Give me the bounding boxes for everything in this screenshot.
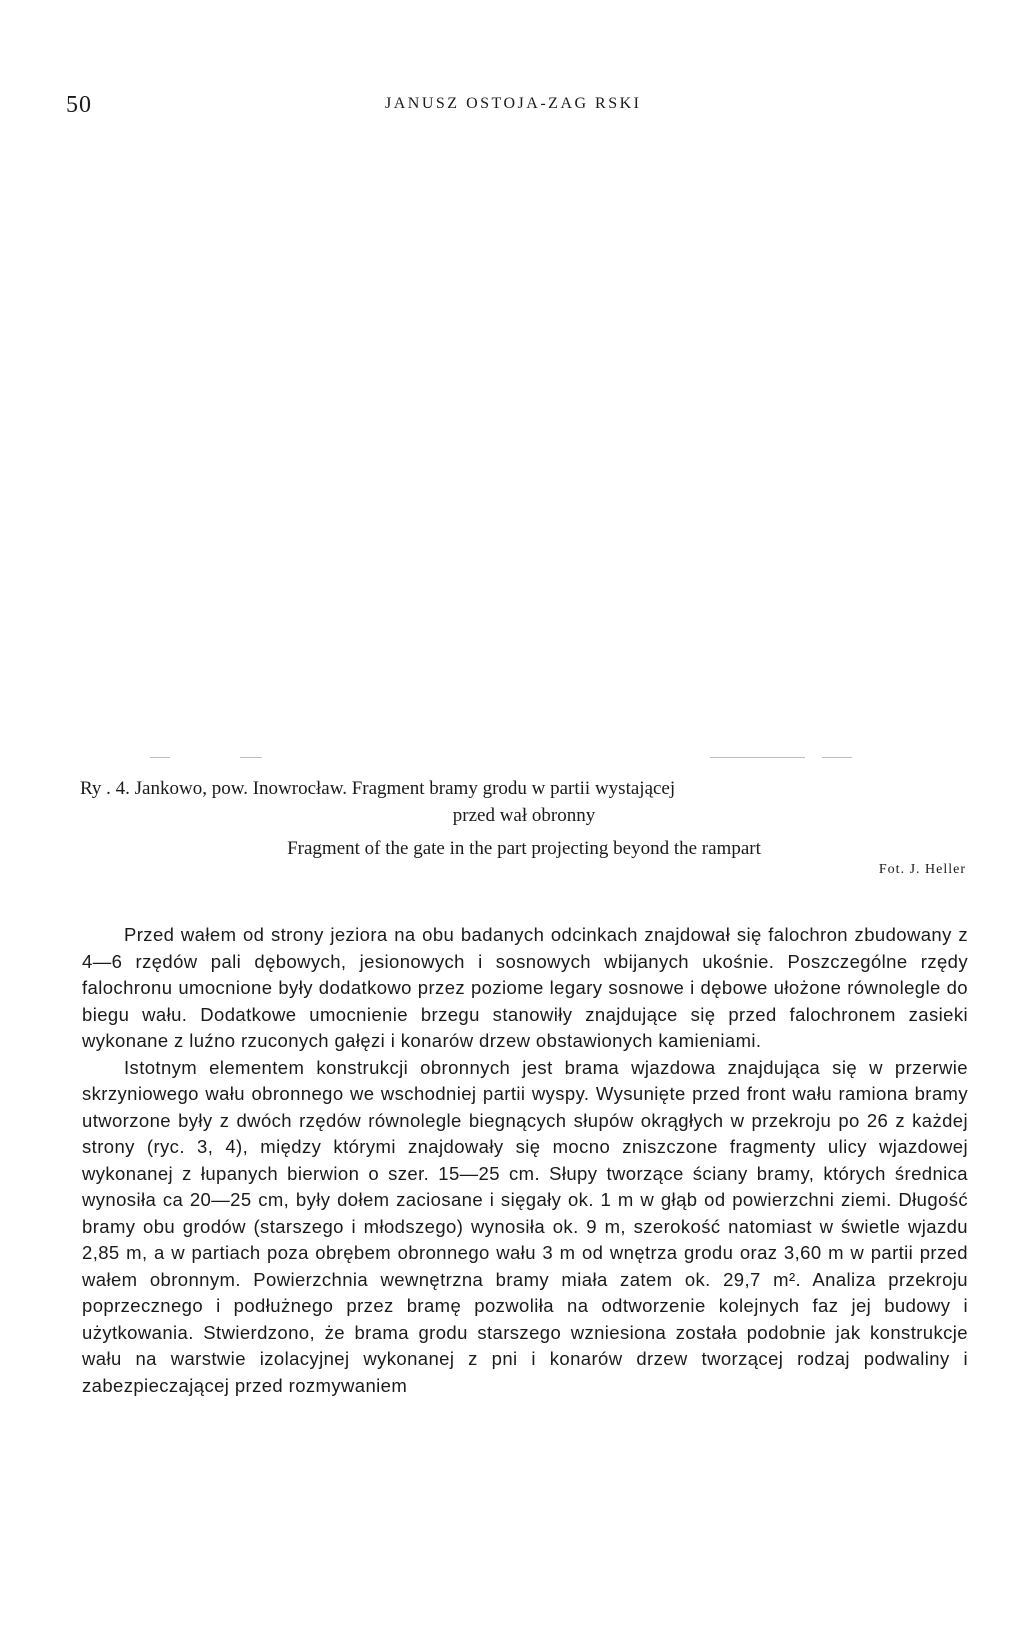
caption-english: Fragment of the gate in the part projecting beyond the rampart [287, 838, 761, 859]
caption-polish-line1: Ry . 4. Jankowo, pow. Inowrocław. Fragment bramy grodu w partii wystającej [80, 778, 676, 799]
figure-caption [80, 775, 968, 862]
page-number: 50 [66, 92, 92, 118]
figure-photo-area [140, 150, 860, 760]
paragraph-2: Istotnym elementem konstrukcji obronnych jest brama wjazdowa znajdująca się w przerwie skrzyniowego wału obronnego we wschodniej partii wyspy. Wysunięte przed front wału ramiona bramy utworzone były z dwóch rzędów równolegle biegnących słupów okrągłych w przekroju po 26 z każdej strony (ryc. 3, 4), między którymi znajdowały się mocno zniszczone fragmenty ulicy wjazdowej wykonanej z łupanych bierwion o szer. 15—25 cm. Słupy tworzące ściany bramy, których średnica wynosiła ca 20—25 cm, były dołem zaciosane i sięgały ok. 1 m w głąb od powierzchni ziemi. Długość bramy obu grodów (starszego i młodszego) wynosiła ok. 9 m, szerokość natomiast w świetle wjazdu 2,85 m, a w partiach poza obrębem obronnego wału 3 m od wnętrza grodu oraz 3,60 m w partii przed wałem obronnym. Powierzchnia wewnętrzna bramy miała zatem ok. 29,7 m². Analiza przekroju poprzecznego i podłużnego przez bramę pozwoliła na odtworzenie kolejnych faz jej budowy i użytkowania. Stwierdzono, że brama grodu starszego wzniesiona została podobnie jak konstrukcje wału na warstwie izolacyjnej wykonanej z pni i konarów drzew tworzącej rodzaj podwaliny i zabezpieczającej przed rozmywaniem [82, 1056, 968, 1396]
photo-edge-right [710, 757, 805, 758]
photo-credit: Fot. J. Heller [878, 862, 966, 877]
caption-polish-line2: przed wał obronny [452, 805, 596, 826]
photo-edge-left [150, 757, 170, 758]
photo-edge-mid [240, 757, 262, 758]
photo-edge-far-right [822, 757, 852, 758]
running-head: JANUSZ OSTOJA-ZAG RSKI [385, 95, 642, 112]
body-text [82, 922, 968, 1399]
paragraph-1: Przed wałem od strony jeziora na obu badanych odcinkach znajdował się falochron zbudowany z 4—6 rzędów pali dębowych, jesionowych i sosnowych wbijanych ukośnie. Poszczególne rzędy falochronu umocnione były dodatkowo przez poziome legary sosnowe i dębowe ułożone równolegle do biegu wału. Dodatkowe umocnienie brzegu stanowiły znajdujące się przed falochronem zasieki wykonane z luźno rzuconych gałęzi i konarów drzew obstawionych kamieniami. [82, 924, 968, 1051]
